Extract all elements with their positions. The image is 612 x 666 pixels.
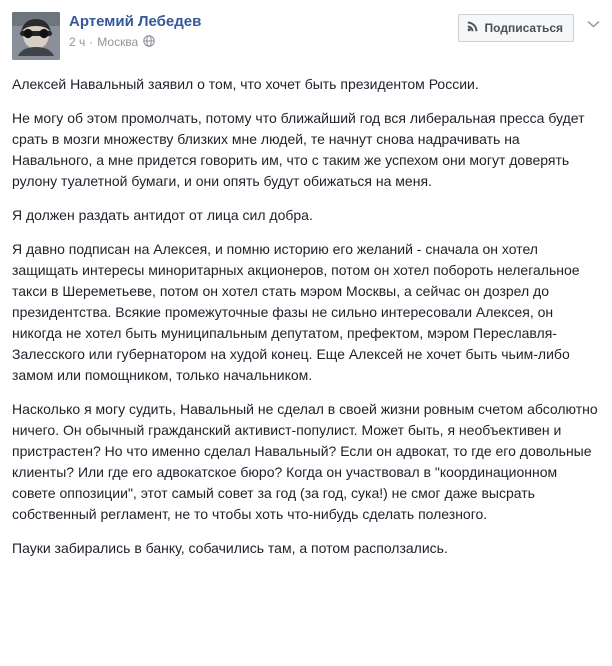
meta-separator: · (89, 34, 94, 49)
avatar-photo (12, 12, 60, 60)
author-name[interactable]: Артемий Лебедев (69, 13, 202, 30)
post-body (0, 60, 612, 559)
chevron-down-icon[interactable] (586, 18, 600, 30)
post-paragraph: Не могу об этом промолчать, потому что ближайший год вся либеральная пресса будет срать в мозги множеству близких мне людей, те начнут снова надрачивать на Навального, а мне придется говорить им, что с таким же успехом они могут доверять рулону туалетной бумаги, и они опять будут обижаться на меня. (12, 110, 585, 189)
subscribe-button-label: Подписаться (484, 21, 563, 35)
globe-icon[interactable] (143, 35, 155, 50)
post-meta (69, 34, 201, 49)
rss-icon (467, 20, 479, 36)
post-paragraph: Я давно подписан на Алексея, и помню историю его желаний - сначала он хотел защищать интересы миноритарных акционеров, потом он хотел побороть нелегальное такси в Шереметьеве, потом он хотел стать мэром Москвы, а сейчас он дозрел до президентства. Всякие промежуточные фазы не сильно интересовали Алексея, он никогда не хотел быть муниципальным депутатом, префектом, мэром Переславля-Залесского или губернатором на худой конец. Еще Алексей не хочет быть чьим-либо замом или помощником, только начальником. (12, 241, 580, 383)
post-paragraph: Насколько я могу судить, Навальный не сделал в своей жизни ровным счетом абсолютно ничего. Он обычный гражданский активист-популист. Может быть, я необъективен и пристрастен? Но что именно сделал Навальный? Если он адвокат, то где его довольные клиенты? Или где его адвокатское бюро? Когда он участвовал в "координационном совете оппозиции", этот самый совет за год (за год, сука!) не смог даже высрать собственный регламент, не то чтобы хоть что-нибудь сделать полезного. (12, 401, 598, 522)
post-paragraph: Пауки забирались в банку, собачились там, а потом расползались. (12, 540, 448, 556)
post-paragraph: Я должен раздать антидот от лица сил добра. (12, 207, 313, 223)
post-paragraph: Алексей Навальный заявил о том, что хочет быть президентом России. (12, 76, 479, 92)
post-header (0, 0, 612, 60)
subscribe-button[interactable] (458, 14, 574, 42)
post-time[interactable]: 2 ч (69, 34, 86, 49)
post-header-text (69, 12, 201, 49)
post-location[interactable]: Москва (97, 34, 139, 49)
avatar[interactable] (12, 12, 60, 60)
